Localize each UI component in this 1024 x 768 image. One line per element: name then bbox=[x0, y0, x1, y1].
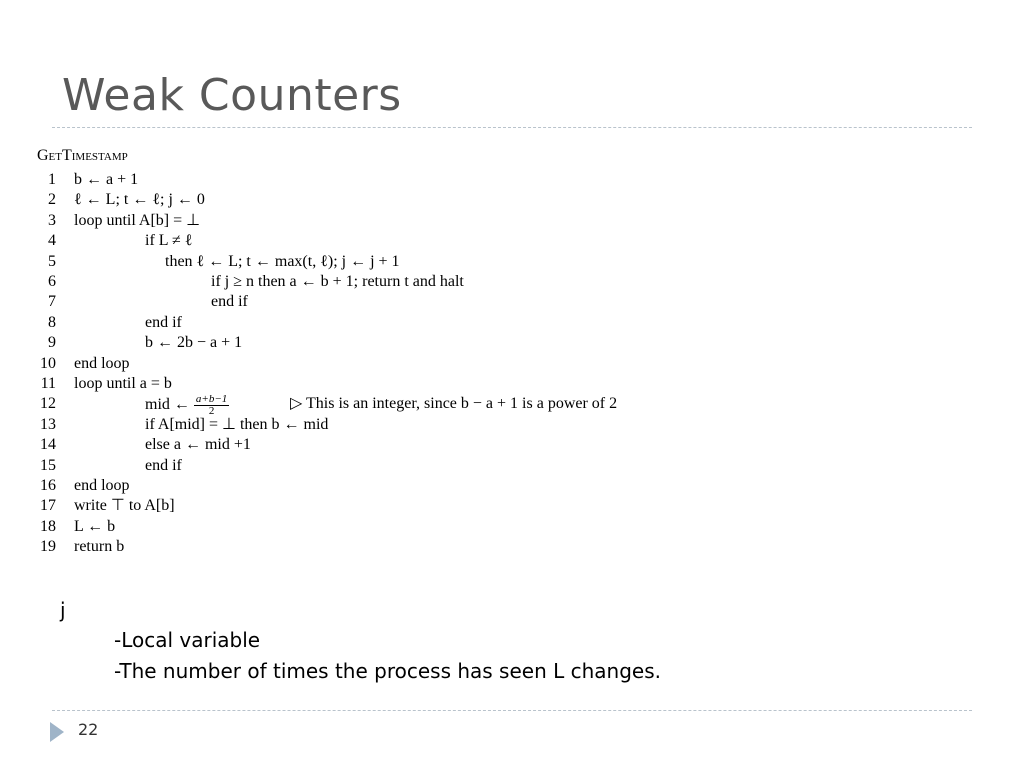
code-text bbox=[74, 354, 130, 374]
code-line bbox=[0, 272, 900, 292]
code-text bbox=[145, 415, 328, 435]
code-statement: end if bbox=[145, 456, 182, 474]
variable-description-2: -The number of times the process has seen L changes. bbox=[114, 659, 661, 683]
code-statement: ℓ ← L; t ← ℓ; j ← 0 bbox=[74, 191, 205, 209]
code-line bbox=[0, 333, 900, 353]
code-text bbox=[145, 435, 251, 455]
line-number: 17 bbox=[40, 497, 56, 515]
code-text bbox=[74, 496, 175, 516]
code-text bbox=[74, 374, 172, 394]
line-number: 5 bbox=[48, 252, 56, 270]
code-line bbox=[0, 292, 900, 312]
code-line bbox=[0, 313, 900, 333]
code-text bbox=[165, 252, 400, 272]
slide-title: Weak Counters bbox=[62, 70, 402, 121]
code-statement: L ← b bbox=[74, 517, 116, 535]
code-statement: end loop bbox=[74, 354, 130, 372]
code-statement: loop until a = b bbox=[74, 375, 172, 392]
variable-description-1: -Local variable bbox=[114, 628, 261, 652]
code-statement: then ℓ ← L; t ← max(t, ℓ); j ← j + 1 bbox=[165, 252, 400, 270]
code-text bbox=[74, 190, 205, 210]
code-line bbox=[0, 354, 900, 374]
code-text bbox=[74, 537, 124, 557]
code-text bbox=[145, 231, 192, 251]
code-line bbox=[0, 231, 900, 251]
bottom-divider bbox=[52, 710, 972, 711]
code-text bbox=[145, 456, 182, 476]
line-number: 3 bbox=[48, 211, 56, 229]
code-text bbox=[145, 313, 182, 333]
code-line bbox=[0, 170, 900, 190]
fraction-denominator: 2 bbox=[208, 405, 215, 418]
code-line bbox=[0, 374, 900, 394]
code-text bbox=[74, 170, 138, 190]
code-text bbox=[211, 272, 464, 292]
fraction-numerator: a+b−1 bbox=[195, 393, 228, 406]
page-number: 22 bbox=[78, 720, 99, 739]
code-line bbox=[0, 252, 900, 272]
variable-name: j bbox=[60, 598, 66, 622]
line-number: 18 bbox=[40, 517, 56, 535]
code-text bbox=[74, 476, 130, 496]
line-number: 6 bbox=[48, 273, 56, 290]
code-line bbox=[0, 211, 900, 231]
algorithm-name: GetTimestamp bbox=[37, 147, 128, 164]
code-statement: if A[mid] = ⊥ then b ← mid bbox=[145, 415, 329, 433]
code-line bbox=[0, 393, 900, 418]
line-number: 4 bbox=[48, 232, 56, 250]
code-text bbox=[74, 211, 200, 231]
line-number: 9 bbox=[48, 334, 56, 352]
line-number: 13 bbox=[40, 415, 56, 433]
code-statement: return b bbox=[74, 538, 125, 556]
line-number: 7 bbox=[48, 293, 56, 311]
code-text bbox=[211, 292, 248, 312]
code-statement: end if bbox=[145, 313, 182, 331]
code-statement: if L ≠ ℓ bbox=[145, 232, 193, 250]
code-text bbox=[74, 517, 115, 537]
code-line bbox=[0, 517, 900, 537]
code-statement: b ← 2b − a + 1 bbox=[145, 334, 243, 352]
code-line bbox=[0, 496, 900, 516]
code-statement: write ⊤ to A[b] bbox=[74, 497, 175, 515]
line-number: 8 bbox=[48, 313, 56, 331]
code-comment: ▷ This is an integer, since b − a + 1 is a power of 2 bbox=[290, 395, 618, 413]
code-line bbox=[0, 537, 900, 557]
code-statement: end if bbox=[211, 293, 248, 311]
code-line bbox=[0, 190, 900, 210]
code-line bbox=[0, 476, 900, 496]
code-statement: else a ← mid +1 bbox=[145, 436, 251, 454]
slide-bullet-arrow-icon bbox=[50, 722, 64, 742]
code-line bbox=[0, 415, 900, 435]
line-number: 11 bbox=[40, 375, 56, 392]
line-number: 15 bbox=[40, 456, 56, 474]
code-statement: mid ← bbox=[145, 396, 190, 414]
line-number: 14 bbox=[40, 436, 56, 454]
line-number: 2 bbox=[48, 191, 56, 209]
code-statement: end loop bbox=[74, 477, 130, 494]
code-statement: if j ≥ n then a ← b + 1; return t and halt bbox=[211, 273, 464, 290]
code-line bbox=[0, 435, 900, 455]
top-divider bbox=[52, 127, 972, 128]
line-number: 10 bbox=[40, 354, 56, 372]
line-number: 12 bbox=[40, 395, 56, 413]
line-number: 19 bbox=[40, 538, 56, 556]
code-text bbox=[145, 333, 242, 353]
line-number: 16 bbox=[40, 477, 56, 494]
line-number: 1 bbox=[48, 171, 56, 188]
code-line bbox=[0, 456, 900, 476]
code-statement: loop until A[b] = ⊥ bbox=[74, 211, 201, 229]
code-statement: b ← a + 1 bbox=[74, 171, 139, 188]
